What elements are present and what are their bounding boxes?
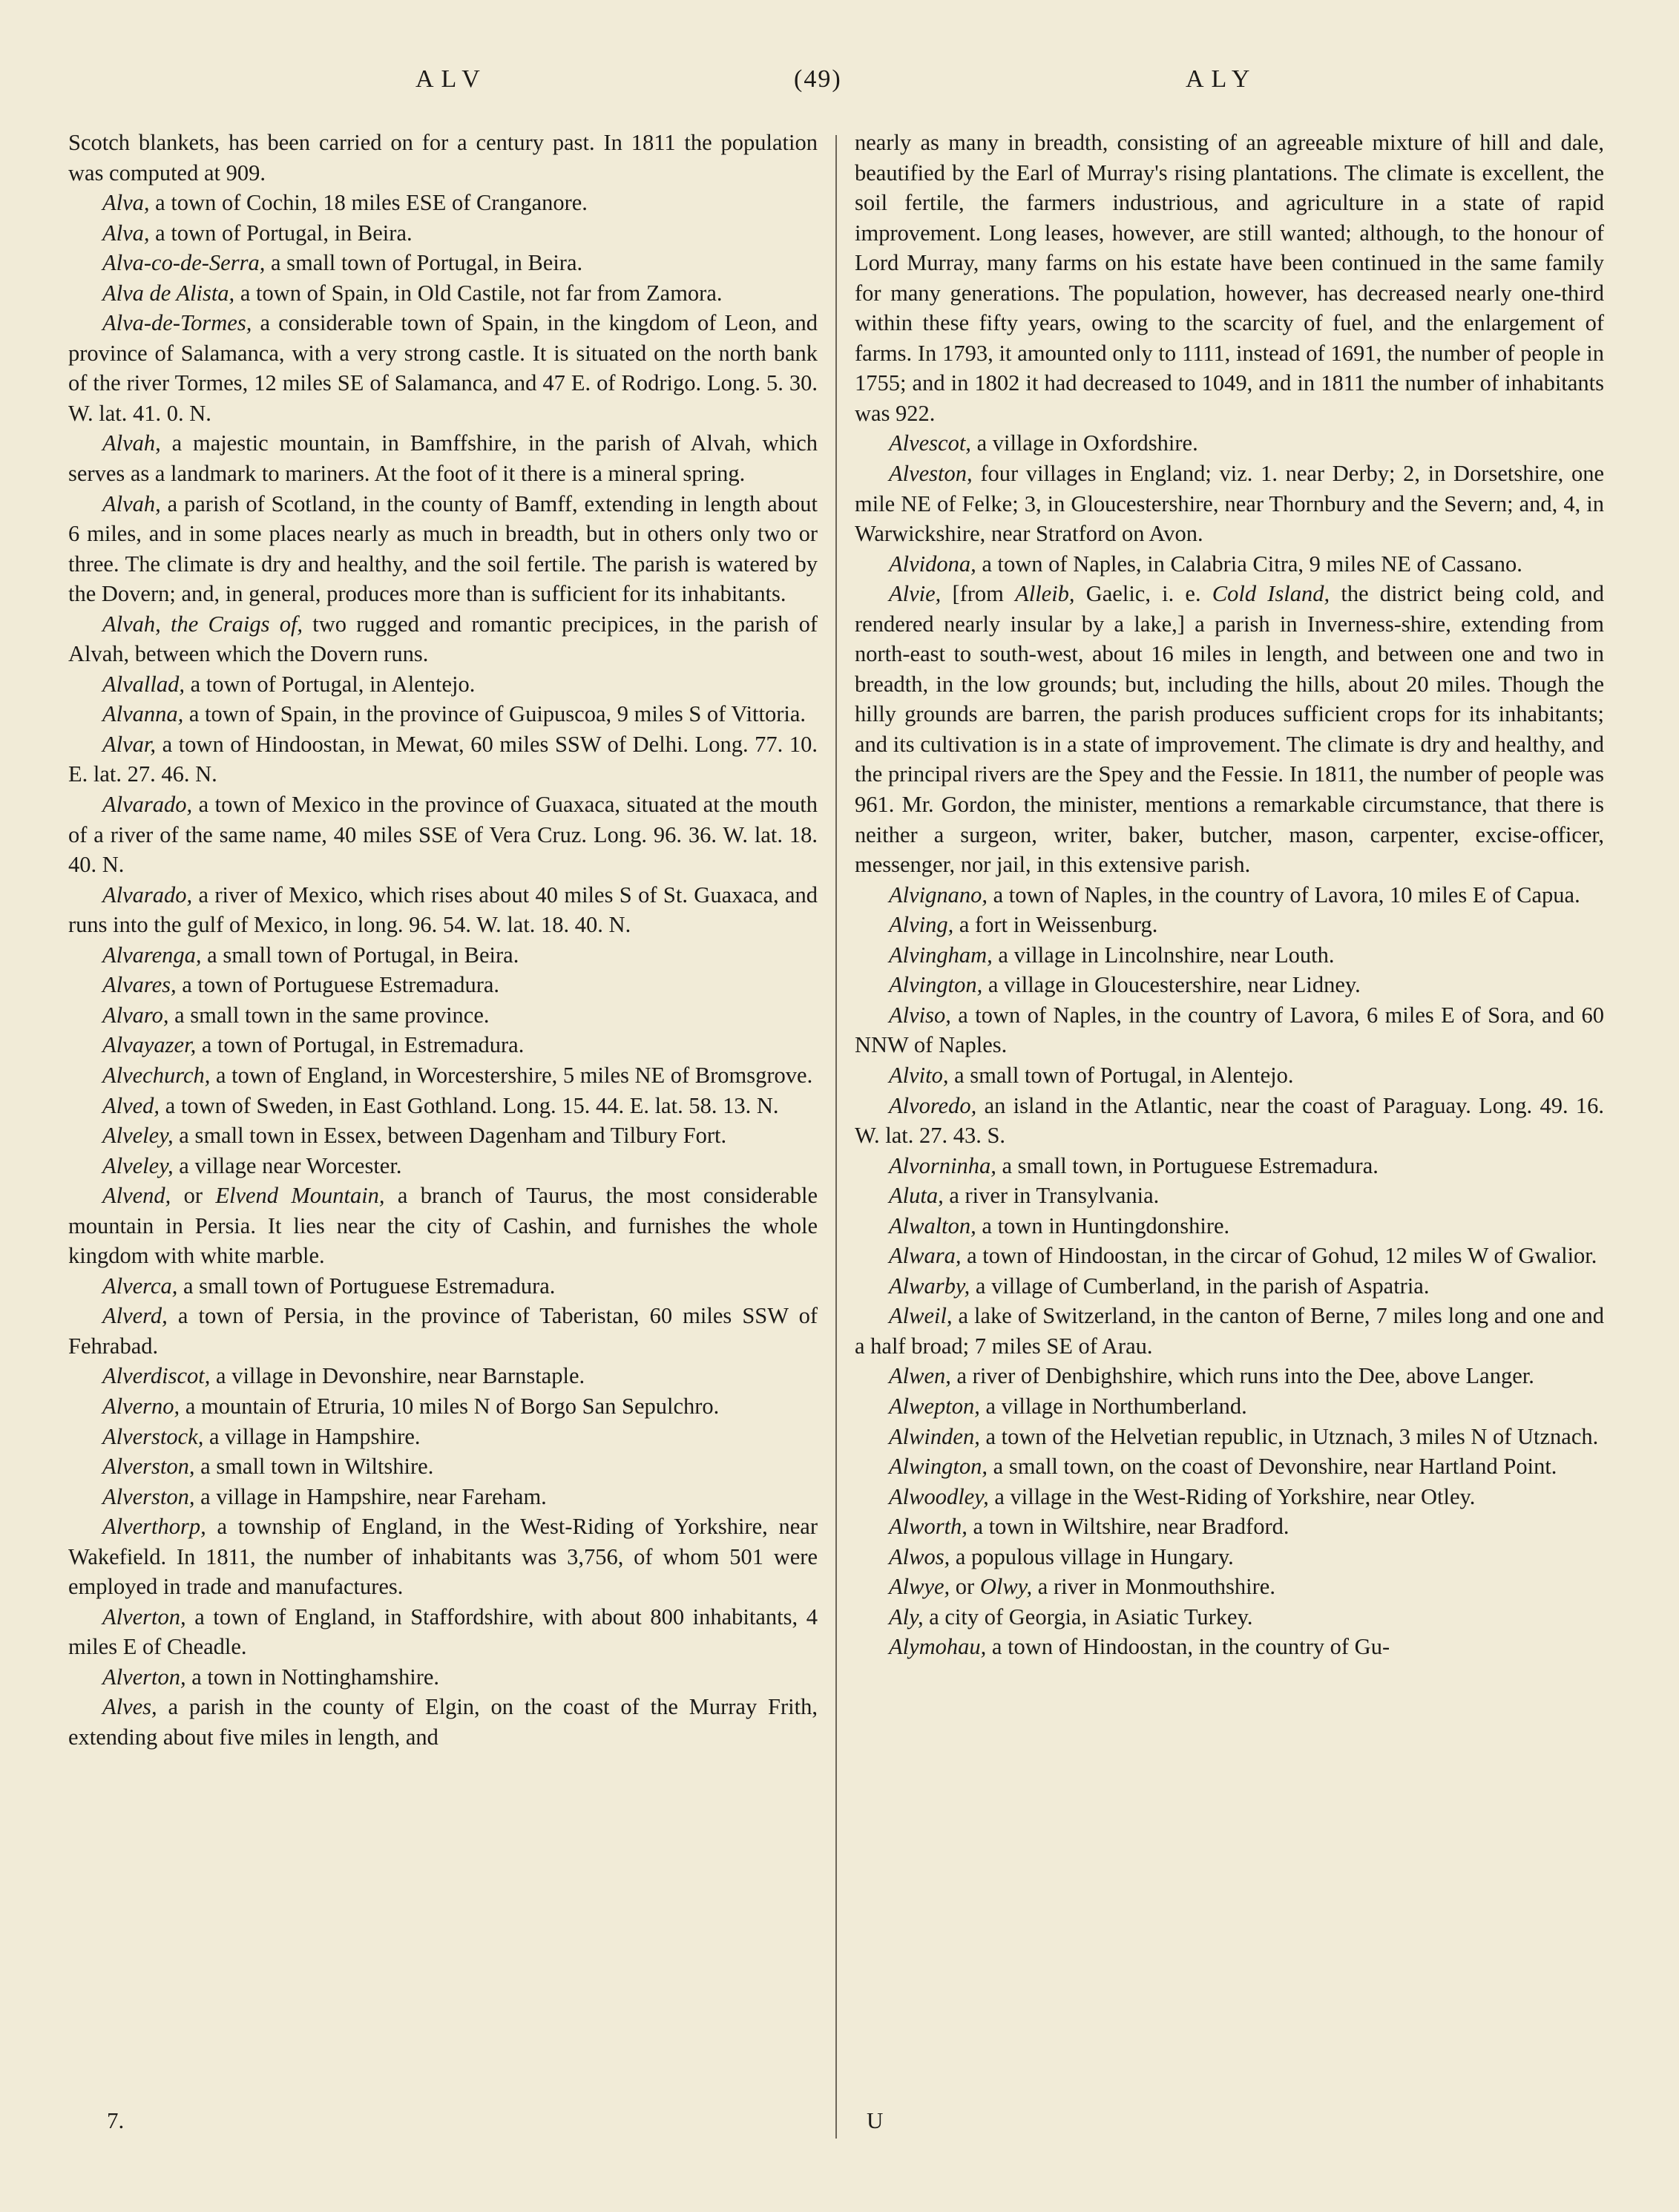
entry-text: [from bbox=[941, 581, 1016, 607]
entry-text: a small town in the same province. bbox=[168, 1002, 490, 1028]
gazetteer-entry bbox=[68, 1391, 818, 1422]
entry-headword: Alveley, bbox=[102, 1152, 174, 1178]
entry-headword: Alworth, bbox=[889, 1514, 967, 1540]
entry-headword: Alvah, bbox=[102, 490, 161, 516]
gazetteer-entry bbox=[68, 308, 818, 428]
gazetteer-entry bbox=[855, 1632, 1604, 1662]
gazetteer-entry bbox=[68, 1422, 818, 1452]
entry-text: a town of Sweden, in East Gothland. Long. 15. 44. E. lat. 58. 13. N. bbox=[160, 1092, 779, 1118]
entry-text: a river of Mexico, which rises about 40 miles S of St. Guaxaca, and runs into the gulf of Mexico, in long. 96. 54. W. lat. 18. 40. N. bbox=[68, 882, 818, 938]
entry-headword: Alverdiscot, bbox=[102, 1363, 211, 1389]
entry-text: a considerable town of Spain, in the kingdom of Leon, and province of Salamanca, with a very strong castle. It is situated on the north bank of the river Tormes, 12 miles SE of Salamanca, and 47 E. of Rodrigo. Long. 5. 30. W. lat. 41. 0. N. bbox=[68, 310, 818, 426]
entry-headword: Alvarado, bbox=[102, 792, 193, 818]
entry-headword: Elvend Mountain, bbox=[215, 1183, 385, 1209]
gazetteer-entry bbox=[855, 1512, 1604, 1542]
gazetteer-entry bbox=[68, 1662, 818, 1693]
signature-mark-right: U bbox=[867, 2107, 884, 2133]
entry-headword: Alva de Alista, bbox=[102, 280, 235, 306]
running-header bbox=[0, 65, 1679, 110]
entry-headword: Alverston, bbox=[102, 1483, 195, 1509]
entry-headword: Alvanna, bbox=[102, 701, 184, 727]
gazetteer-entry bbox=[68, 1512, 818, 1602]
gazetteer-entry bbox=[855, 1301, 1604, 1361]
entry-text: a town of Portugal, in Estremadura. bbox=[196, 1032, 525, 1058]
entry-text: a town of Portugal, in Beira. bbox=[149, 220, 413, 246]
entry-headword: Alva, bbox=[102, 190, 150, 216]
entry-headword: Alvarenga, bbox=[102, 942, 202, 968]
gazetteer-entry bbox=[855, 1241, 1604, 1271]
entry-text: a town of Persia, in the province of Taberistan, 60 miles SSW of Fehrabad. bbox=[68, 1303, 818, 1359]
entry-headword: Alva-de-Tormes, bbox=[102, 310, 252, 336]
entry-text: a town in Huntingdonshire. bbox=[976, 1212, 1230, 1238]
gazetteer-entry bbox=[68, 1030, 818, 1060]
entry-headword: Alwye, bbox=[889, 1574, 950, 1600]
entry-headword: Alvington, bbox=[889, 972, 983, 998]
gazetteer-entry bbox=[68, 790, 818, 880]
entry-text: a town of Hindoostan, in the country of Gu- bbox=[986, 1634, 1390, 1660]
entry-headword: Alwalton, bbox=[889, 1212, 976, 1238]
entry-headword: Alvingham, bbox=[889, 942, 993, 968]
gazetteer-entry bbox=[855, 549, 1604, 580]
entry-text: a town of the Helvetian republic, in Utznach, 3 miles N of Utznach. bbox=[979, 1423, 1599, 1449]
entry-text: a river in Transylvania. bbox=[943, 1183, 1160, 1209]
gazetteer-entry bbox=[68, 278, 818, 309]
gazetteer-entry bbox=[855, 579, 1604, 879]
entry-text: a village in Devonshire, near Barnstaple. bbox=[210, 1363, 585, 1389]
entry-text: a town of Hindoostan, in the circar of Gohud, 12 miles W of Gwalior. bbox=[961, 1243, 1597, 1269]
gazetteer-entry bbox=[855, 1451, 1604, 1482]
entry-headword: Alleib, bbox=[1015, 581, 1075, 607]
entry-headword: Alveston, bbox=[889, 461, 973, 487]
right-column bbox=[855, 128, 1604, 1662]
gazetteer-entry bbox=[855, 1422, 1604, 1452]
entry-text: a village in Gloucestershire, near Lidney. bbox=[982, 972, 1361, 998]
gazetteer-entry bbox=[68, 1271, 818, 1302]
entry-text: a village near Worcester. bbox=[173, 1152, 402, 1178]
entry-headword: Alved, bbox=[102, 1092, 160, 1118]
gazetteer-entry bbox=[68, 218, 818, 249]
gazetteer-entry bbox=[68, 489, 818, 609]
entry-text: a river in Monmouthshire. bbox=[1032, 1574, 1275, 1600]
gazetteer-entry bbox=[68, 729, 818, 790]
page-number: (49) bbox=[794, 65, 842, 93]
entry-headword: Alviso, bbox=[889, 1002, 951, 1028]
entry-text: a town in Wiltshire, near Bradford. bbox=[967, 1514, 1289, 1540]
entry-headword: Alvares, bbox=[102, 972, 177, 998]
entry-text: a small town in Wiltshire. bbox=[194, 1454, 434, 1480]
entry-text: a small town, on the coast of Devonshire, near Hartland Point. bbox=[988, 1454, 1557, 1480]
entry-headword: Alvito, bbox=[889, 1062, 949, 1088]
entry-headword: Alwarby, bbox=[889, 1273, 970, 1299]
entry-headword: Alwepton, bbox=[889, 1393, 980, 1419]
entry-headword: Alves, bbox=[102, 1694, 157, 1720]
entry-headword: Alvah, bbox=[102, 430, 161, 456]
gazetteer-entry bbox=[855, 1000, 1604, 1060]
entry-headword: Alverthorp, bbox=[102, 1514, 206, 1540]
entry-headword: Alymohau, bbox=[889, 1634, 987, 1660]
entry-headword: Alverston, bbox=[102, 1454, 195, 1480]
entry-headword: Alvayazer, bbox=[102, 1032, 197, 1058]
entry-text: a township of England, in the West-Riding of Yorkshire, near Wakefield. In 1811, the number of inhabitants was 3,756, of whom 501 were employed in trade and manufactures. bbox=[68, 1514, 818, 1600]
gazetteer-entry bbox=[68, 1091, 818, 1121]
column-rule bbox=[835, 135, 837, 2139]
entry-text: a mountain of Etruria, 10 miles N of Borgo San Sepulchro. bbox=[180, 1393, 720, 1419]
entry-text: an island in the Atlantic, near the coast of Paraguay. Long. 49. 16. W. lat. 27. 43. S. bbox=[855, 1092, 1604, 1149]
entry-headword: Alwoodley, bbox=[889, 1483, 989, 1509]
entry-text: a populous village in Hungary. bbox=[950, 1543, 1234, 1569]
entry-headword: Alverno, bbox=[102, 1393, 180, 1419]
entry-headword: Alva-co-de-Serra, bbox=[102, 250, 266, 276]
entry-text: a town of Cochin, 18 miles ESE of Cranganore. bbox=[149, 190, 588, 216]
gazetteer-entry bbox=[855, 1181, 1604, 1211]
entry-headword: Cold Island, bbox=[1212, 581, 1330, 607]
gazetteer-entry bbox=[68, 1151, 818, 1181]
gazetteer-entry bbox=[855, 880, 1604, 910]
entry-headword: Alverca, bbox=[102, 1273, 178, 1299]
entry-headword: Alvar, bbox=[102, 731, 157, 757]
entry-headword: Alweil, bbox=[889, 1303, 953, 1329]
gazetteer-entry bbox=[855, 970, 1604, 1000]
gazetteer-entry bbox=[68, 1482, 818, 1512]
entry-headword: Alverton, bbox=[102, 1604, 186, 1630]
signature-mark-left: 7. bbox=[107, 2107, 125, 2133]
left-column bbox=[68, 128, 818, 1753]
entry-text: Gaelic, i. e. bbox=[1074, 581, 1212, 607]
gazetteer-entry bbox=[855, 128, 1604, 428]
entry-headword: Alwington, bbox=[889, 1454, 988, 1480]
entry-text: a village in Hampshire, near Fareham. bbox=[194, 1483, 547, 1509]
gazetteer-entry bbox=[68, 128, 818, 188]
entry-text: a village in Northumberland. bbox=[979, 1393, 1247, 1419]
gazetteer-entry bbox=[68, 1451, 818, 1482]
gazetteer-entry bbox=[68, 1000, 818, 1031]
entry-headword: Olwy, bbox=[979, 1574, 1033, 1600]
gazetteer-entry bbox=[855, 1391, 1604, 1422]
gazetteer-entry bbox=[855, 1271, 1604, 1302]
gazetteer-entry bbox=[855, 1151, 1604, 1181]
entry-headword: Alvorninha, bbox=[889, 1152, 996, 1178]
gazetteer-entry bbox=[855, 1211, 1604, 1241]
entry-text: a city of Georgia, in Asiatic Turkey. bbox=[923, 1604, 1253, 1630]
entry-text: a town of Naples, in the country of Lavora, 6 miles E of Sora, and 60 NNW of Naples. bbox=[855, 1002, 1604, 1058]
entry-text: a town in Nottinghamshire. bbox=[185, 1664, 440, 1690]
entry-headword: Alvallad, bbox=[102, 671, 185, 697]
entry-headword: Alverd, bbox=[102, 1303, 168, 1329]
gazetteer-entry bbox=[68, 1120, 818, 1151]
gazetteer-entry bbox=[68, 940, 818, 971]
gazetteer-entry bbox=[855, 1060, 1604, 1091]
gazetteer-entry bbox=[68, 1602, 818, 1662]
entry-headword: Alvidona, bbox=[889, 551, 976, 577]
entry-headword: Aluta, bbox=[889, 1183, 944, 1209]
entry-text: a town of Hindoostan, in Mewat, 60 miles SSW of Delhi. Long. 77. 10. E. lat. 27. 46. N. bbox=[68, 731, 818, 787]
gazetteer-entry bbox=[855, 1482, 1604, 1512]
entry-text: a fort in Weissenburg. bbox=[953, 912, 1158, 938]
entry-headword: Alveley, bbox=[102, 1123, 174, 1149]
entry-text: a town of Spain, in Old Castile, not far from Zamora. bbox=[234, 280, 723, 306]
entry-text: nearly as many in breadth, consisting of an agreeable mixture of hill and dale, beautified by the Earl of Murray's rising plantations. The climate is excellent, the soil fertile, the farmers industrious, and agriculture in a state of rapid improvement. Long leases, however, are still wanted; although, to the honour of Lord Murray, many farms on his estate have been continued in the same family for many generations. The population, however, has decreased nearly one-third within these fifty years, owing to the scarcity of fuel, and the enlargement of farms. In 1793, it amounted only to 1111, instead of 1691, the number of people in 1755; and in 1802 it had decreased to 1049, and in 1811 the number of inhabitants was 922. bbox=[855, 130, 1604, 426]
gazetteer-entry bbox=[68, 970, 818, 1000]
entry-text: a small town in Essex, between Dagenham and Tilbury Fort. bbox=[173, 1123, 727, 1149]
entry-headword: Alwara, bbox=[889, 1243, 962, 1269]
gazetteer-entry bbox=[855, 940, 1604, 971]
gazetteer-entry bbox=[68, 248, 818, 278]
gazetteer-entry bbox=[68, 880, 818, 940]
entry-text: or bbox=[171, 1183, 216, 1209]
gazetteer-entry bbox=[855, 459, 1604, 549]
entry-text: a town of England, in Staffordshire, with about 800 inhabitants, 4 miles E of Cheadle. bbox=[68, 1604, 818, 1660]
entry-text: Scotch blankets, has been carried on for a century past. In 1811 the population was computed at 909. bbox=[68, 130, 818, 186]
entry-text: a small town of Portugal, in Alentejo. bbox=[948, 1062, 1294, 1088]
entry-headword: Alvend, bbox=[102, 1183, 171, 1209]
gazetteer-entry bbox=[68, 1181, 818, 1271]
gazetteer-entry bbox=[68, 699, 818, 729]
entry-headword: Alverstock, bbox=[102, 1423, 204, 1449]
gazetteer-entry bbox=[68, 428, 818, 488]
entry-text: a river of Denbighshire, which runs into the Dee, above Langer. bbox=[950, 1363, 1534, 1389]
entry-text: two rugged and romantic precipices, in the parish of Alvah, between which the Dovern runs. bbox=[68, 611, 818, 667]
entry-text: a small town of Portuguese Estremadura. bbox=[177, 1273, 556, 1299]
entry-headword: Alwinden, bbox=[889, 1423, 980, 1449]
entry-headword: Alvie, bbox=[889, 581, 942, 607]
entry-text: a small town of Portugal, in Beira. bbox=[201, 942, 519, 968]
entry-headword: Alvechurch, bbox=[102, 1062, 211, 1088]
entry-text: a small town of Portugal, in Beira. bbox=[265, 250, 583, 276]
gazetteer-entry bbox=[68, 1361, 818, 1391]
entry-headword: Alvarado, bbox=[102, 882, 193, 908]
entry-text: a village in Hampshire. bbox=[203, 1423, 421, 1449]
entry-headword: Alvaro, bbox=[102, 1002, 169, 1028]
entry-text: a parish in the county of Elgin, on the coast of the Murray Frith, extending about five miles in length, and bbox=[68, 1694, 818, 1750]
entry-headword: Alwos, bbox=[889, 1543, 950, 1569]
gazetteer-entry bbox=[68, 188, 818, 218]
entry-text: a village in the West-Riding of Yorkshire, near Otley. bbox=[988, 1483, 1476, 1509]
entry-text: the district being cold, and rendered nearly insular by a lake,] a parish in Inverness-shire, extending from north-east to south-west, about 16 miles in length, and between one and two in breadth, in the low grounds; but, including the hills, about 20 miles. Though the hilly grounds are barren, the parish produces sufficient crops for its inhabitants; and its cultivation is in a state of improvement. The climate is dry and healthy, and the principal rivers are the Spey and the Fessie. In 1811, the number of people was 961. Mr. Gordon, the minister, mentions a remarkable circumstance, that there is neither a surgeon, writer, baker, butcher, mason, carpenter, excise-officer, messenger, nor jail, in this extensive parish. bbox=[855, 581, 1604, 878]
entry-text: a branch of Taurus, the most considerable mountain in Persia. It lies near the city of Cashin, and furnishes the whole kingdom with white marble. bbox=[68, 1183, 818, 1269]
entry-headword: Alvescot, bbox=[889, 430, 971, 456]
entry-text: a town of Naples, in Calabria Citra, 9 miles NE of Cassano. bbox=[976, 551, 1522, 577]
header-right: ALY bbox=[1186, 65, 1258, 93]
gazetteer-entry bbox=[68, 1060, 818, 1091]
gazetteer-entry bbox=[68, 609, 818, 669]
gazetteer-entry bbox=[68, 1301, 818, 1361]
gazetteer-entry bbox=[855, 1361, 1604, 1391]
entry-text: a small town, in Portuguese Estremadura. bbox=[996, 1152, 1379, 1178]
gazetteer-entry bbox=[68, 669, 818, 700]
entry-headword: Alvignano, bbox=[889, 882, 988, 908]
header-left: ALV bbox=[415, 65, 487, 93]
gazetteer-entry bbox=[855, 428, 1604, 459]
entry-text: four villages in England; viz. 1. near Derby; 2, in Dorsetshire, one mile NE of Felke; 3, in Gloucestershire, near Thornbury and the Severn; and, 4, in Warwickshire, near Stratford on Avon. bbox=[855, 461, 1604, 547]
entry-headword: Alva, bbox=[102, 220, 150, 246]
entry-text: a lake of Switzerland, in the canton of Berne, 7 miles long and one and a half broad; 7 miles SE of Arau. bbox=[855, 1303, 1604, 1359]
entry-text: a majestic mountain, in Bamffshire, in the parish of Alvah, which serves as a landmark to mariners. At the foot of it there is a mineral spring. bbox=[68, 430, 818, 487]
entry-headword: Alverton, bbox=[102, 1664, 186, 1690]
gazetteer-entry bbox=[855, 910, 1604, 940]
gazetteer-entry bbox=[68, 1692, 818, 1752]
gazetteer-entry bbox=[855, 1602, 1604, 1632]
gazetteer-entry bbox=[855, 1542, 1604, 1572]
entry-headword: Alvah, the Craigs of, bbox=[102, 611, 303, 637]
entry-text: a town of Spain, in the province of Guipuscoa, 9 miles S of Vittoria. bbox=[183, 701, 806, 727]
gazetteer-entry bbox=[855, 1091, 1604, 1151]
entry-headword: Alvoredo, bbox=[889, 1092, 977, 1118]
entry-headword: Aly, bbox=[889, 1604, 924, 1630]
entry-headword: Alving, bbox=[889, 912, 954, 938]
entry-text: or bbox=[950, 1574, 980, 1600]
entry-text: a village of Cumberland, in the parish of Aspatria. bbox=[970, 1273, 1430, 1299]
entry-text: a parish of Scotland, in the county of Bamff, extending in length about 6 miles, and in some places nearly as much in breadth, but in others only two or three. The climate is dry and healthy, and the soil fertile. The parish is watered by the Dovern; and, in general, produces more than is sufficient for its inhabitants. bbox=[68, 490, 818, 607]
entry-text: a town of Portugal, in Alentejo. bbox=[184, 671, 476, 697]
entry-text: a village in Lincolnshire, near Louth. bbox=[992, 942, 1335, 968]
entry-text: a village in Oxfordshire. bbox=[970, 430, 1198, 456]
entry-text: a town of England, in Worcestershire, 5 miles NE of Bromsgrove. bbox=[210, 1062, 813, 1088]
entry-text: a town of Mexico in the province of Guaxaca, situated at the mouth of a river of the same name, 40 miles SSE of Vera Cruz. Long. 96. 36. W. lat. 18. 40. N. bbox=[68, 792, 818, 878]
entry-text: a town of Naples, in the country of Lavora, 10 miles E of Capua. bbox=[988, 882, 1580, 908]
gazetteer-entry bbox=[855, 1572, 1604, 1602]
entry-text: a town of Portuguese Estremadura. bbox=[176, 972, 500, 998]
entry-headword: Alwen, bbox=[889, 1363, 951, 1389]
